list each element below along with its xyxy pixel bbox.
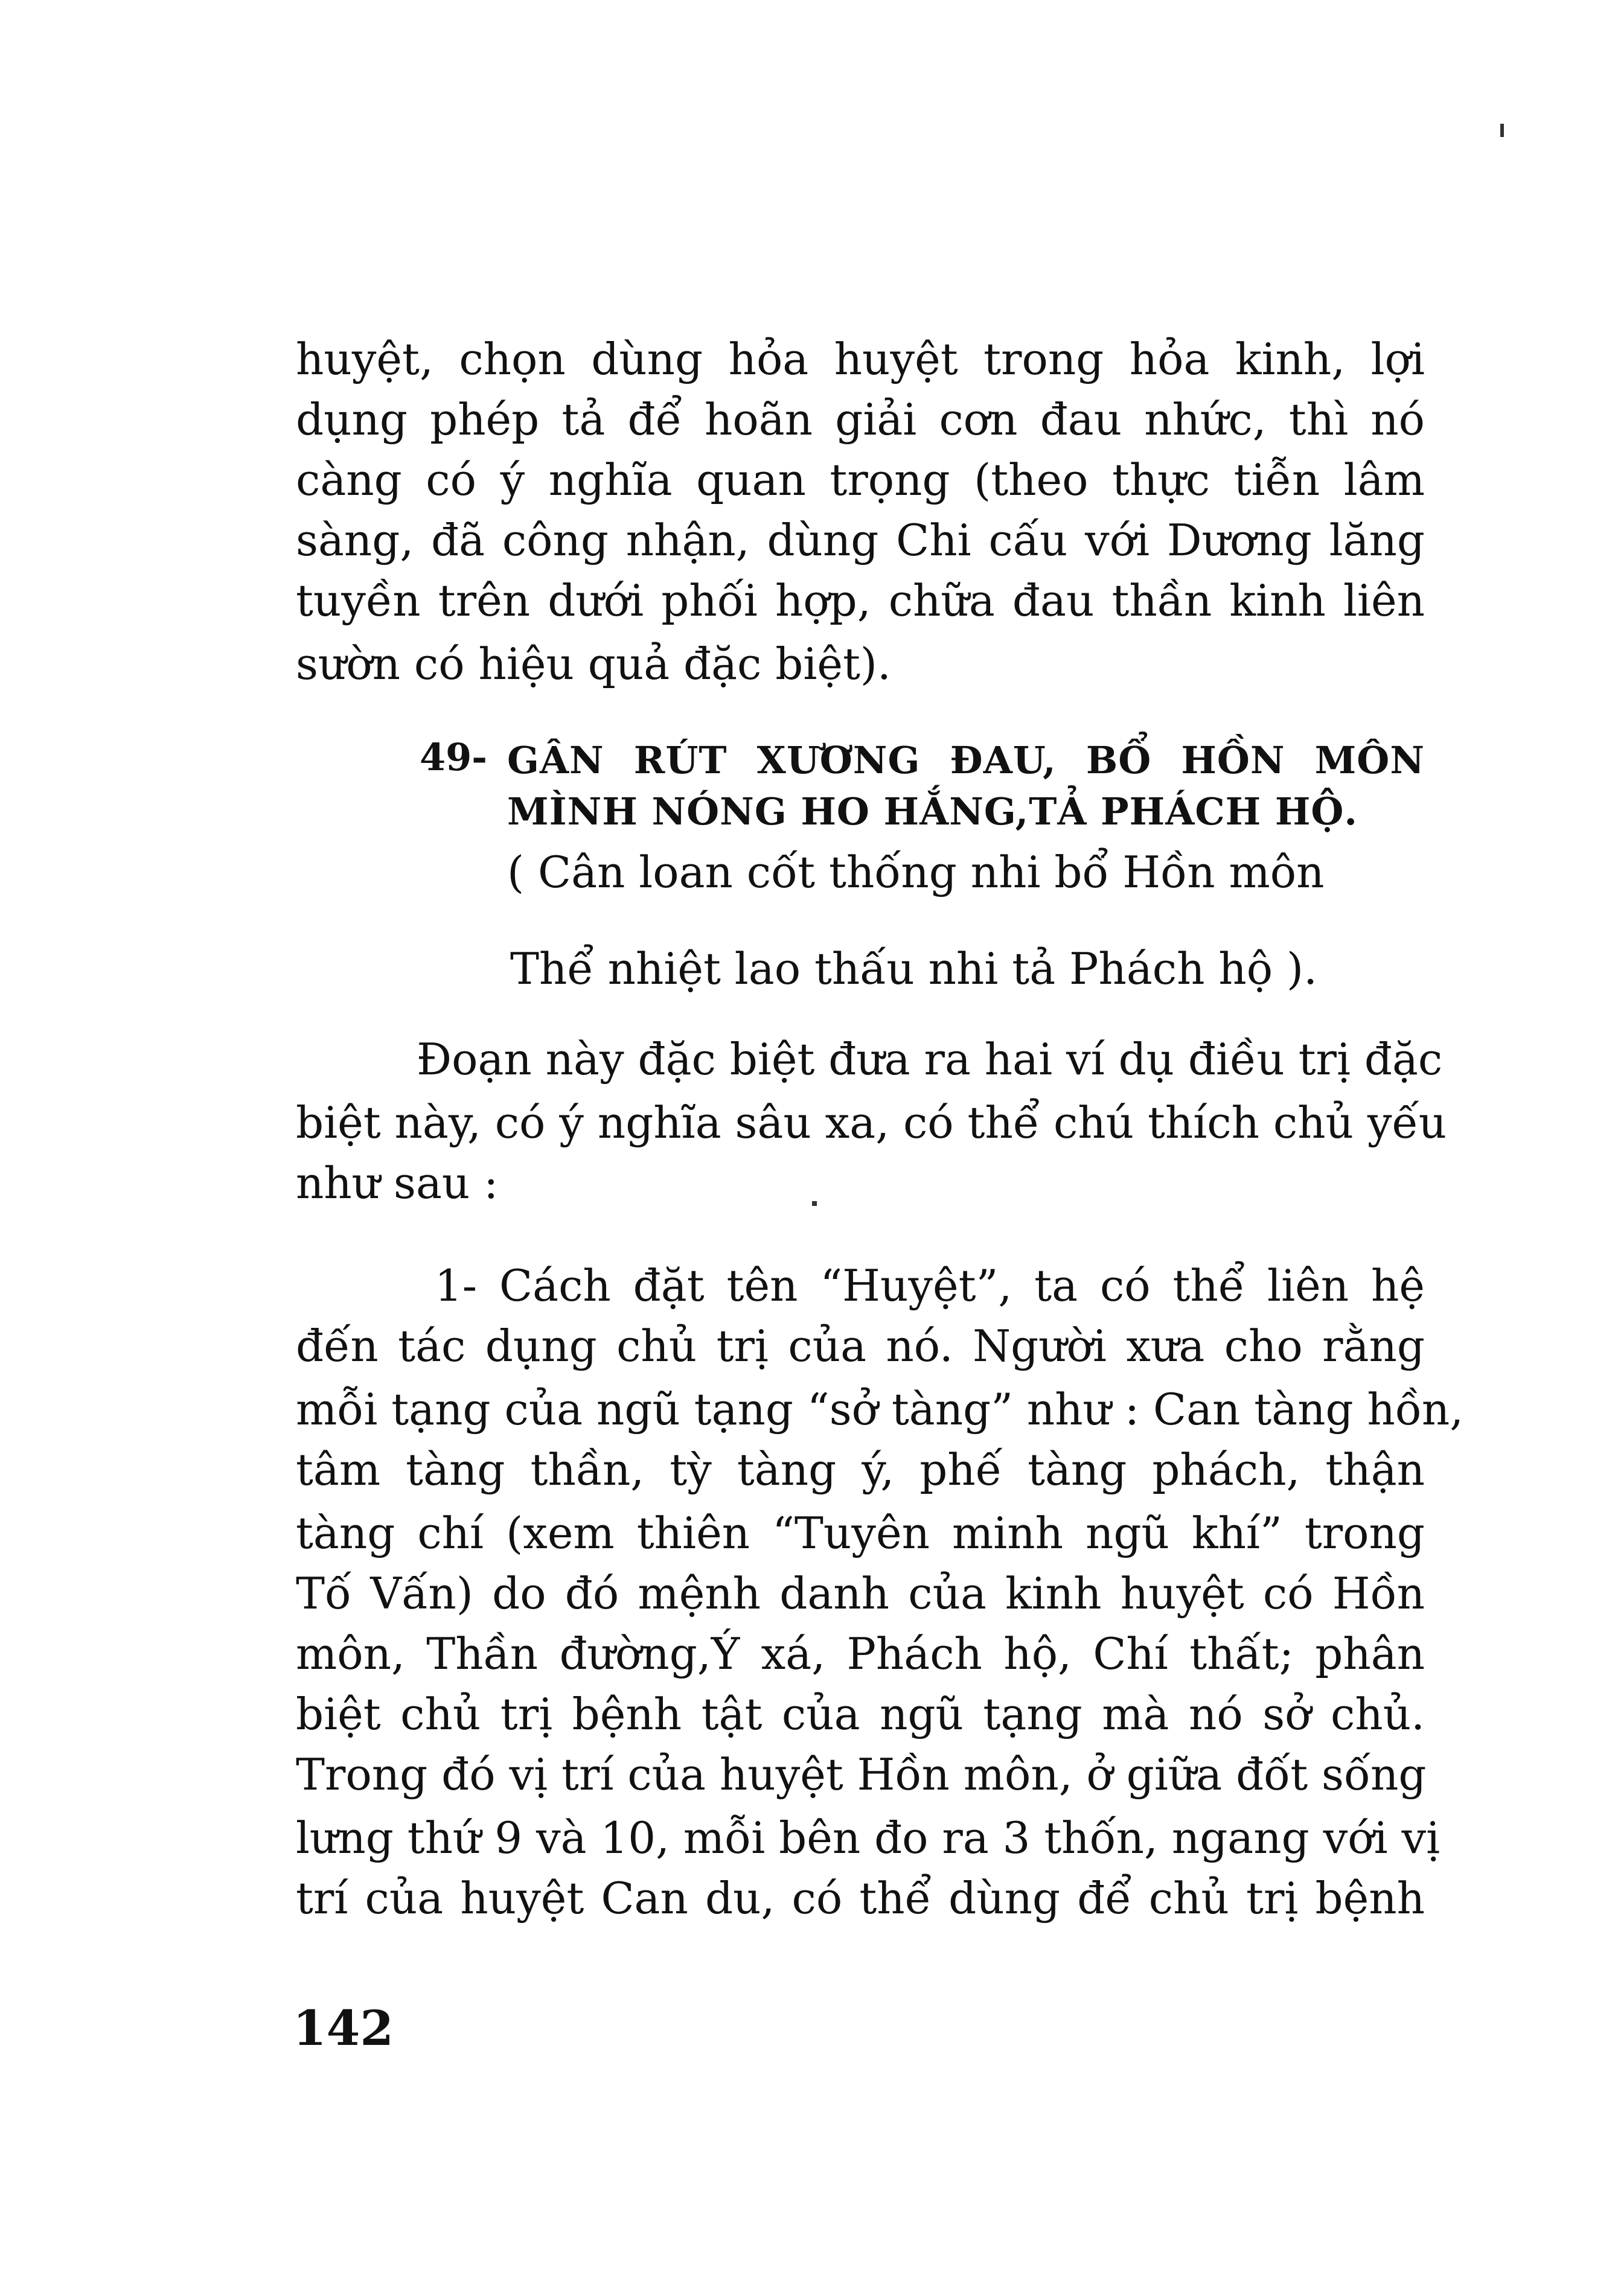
text-line: biệt chủ trị bệnh tật của ngũ tạng mà nó sở chủ. <box>296 1689 1425 1740</box>
section-title: MÌNH NÓNG HO HẮNG,TẢ PHÁCH HỘ. <box>507 789 1358 834</box>
section-number: 49- <box>420 735 488 779</box>
text-line: lưng thứ 9 và 10, mỗi bên đo ra 3 thốn, ngang với vị <box>296 1813 1441 1863</box>
text-line: như sau : <box>296 1158 499 1208</box>
text-line: tuyền trên dưới phối hợp, chữa đau thần kinh liên <box>296 575 1425 626</box>
text-line: mỗi tạng của ngũ tạng “sở tàng” như : Can tàng hồn, <box>296 1384 1464 1435</box>
text-line: huyệt, chọn dùng hỏa huyệt trong hỏa kinh, lợi <box>296 334 1425 384</box>
section-title: GÂN RÚT XƯƠNG ĐAU, BỔ HỒN MÔN <box>507 738 1425 782</box>
text-line: dụng phép tả để hoãn giải cơn đau nhức, thì nó <box>296 394 1425 445</box>
text-line: càng có ý nghĩa quan trọng (theo thực tiễn lâm <box>296 454 1425 505</box>
text-line: sườn có hiệu quả đặc biệt). <box>296 639 891 689</box>
text-line: tâm tàng thần, tỳ tàng ý, phế tàng phách, thận <box>296 1444 1425 1495</box>
quote-line: Thể nhiệt lao thấu nhi tả Phách hộ ). <box>510 943 1317 994</box>
text-line: 1- Cách đặt tên “Huyệt”, ta có thể liên hệ <box>435 1260 1425 1311</box>
text-line: đến tác dụng chủ trị của nó. Người xưa cho rằng <box>296 1321 1425 1371</box>
page-number: 142 <box>293 2000 394 2056</box>
text-line: trí của huyệt Can du, có thể dùng để chủ trị bệnh <box>296 1873 1425 1924</box>
text-line: Trong đó vị trí của huyệt Hồn môn, ở giữa đốt sống <box>296 1749 1427 1800</box>
scan-speck <box>812 1201 817 1206</box>
scan-speck <box>1500 124 1504 137</box>
text-line: tàng chí (xem thiên “Tuyên minh ngũ khí” trong <box>296 1508 1425 1558</box>
text-line: sàng, đã công nhận, dùng Chi cấu với Dương lăng <box>296 515 1425 566</box>
text-line: Đoạn này đặc biệt đưa ra hai ví dụ điều trị đặc <box>417 1034 1443 1085</box>
quote-line: ( Cân loan cốt thống nhi bổ Hồn môn <box>507 847 1325 898</box>
text-line: biệt này, có ý nghĩa sâu xa, có thể chú thích chủ yếu <box>296 1097 1447 1148</box>
text-line: Tố Vấn) do đó mệnh danh của kinh huyệt có Hồn <box>296 1568 1425 1619</box>
text-line: môn, Thần đường,Ý xá, Phách hộ, Chí thất; phân <box>296 1628 1425 1679</box>
